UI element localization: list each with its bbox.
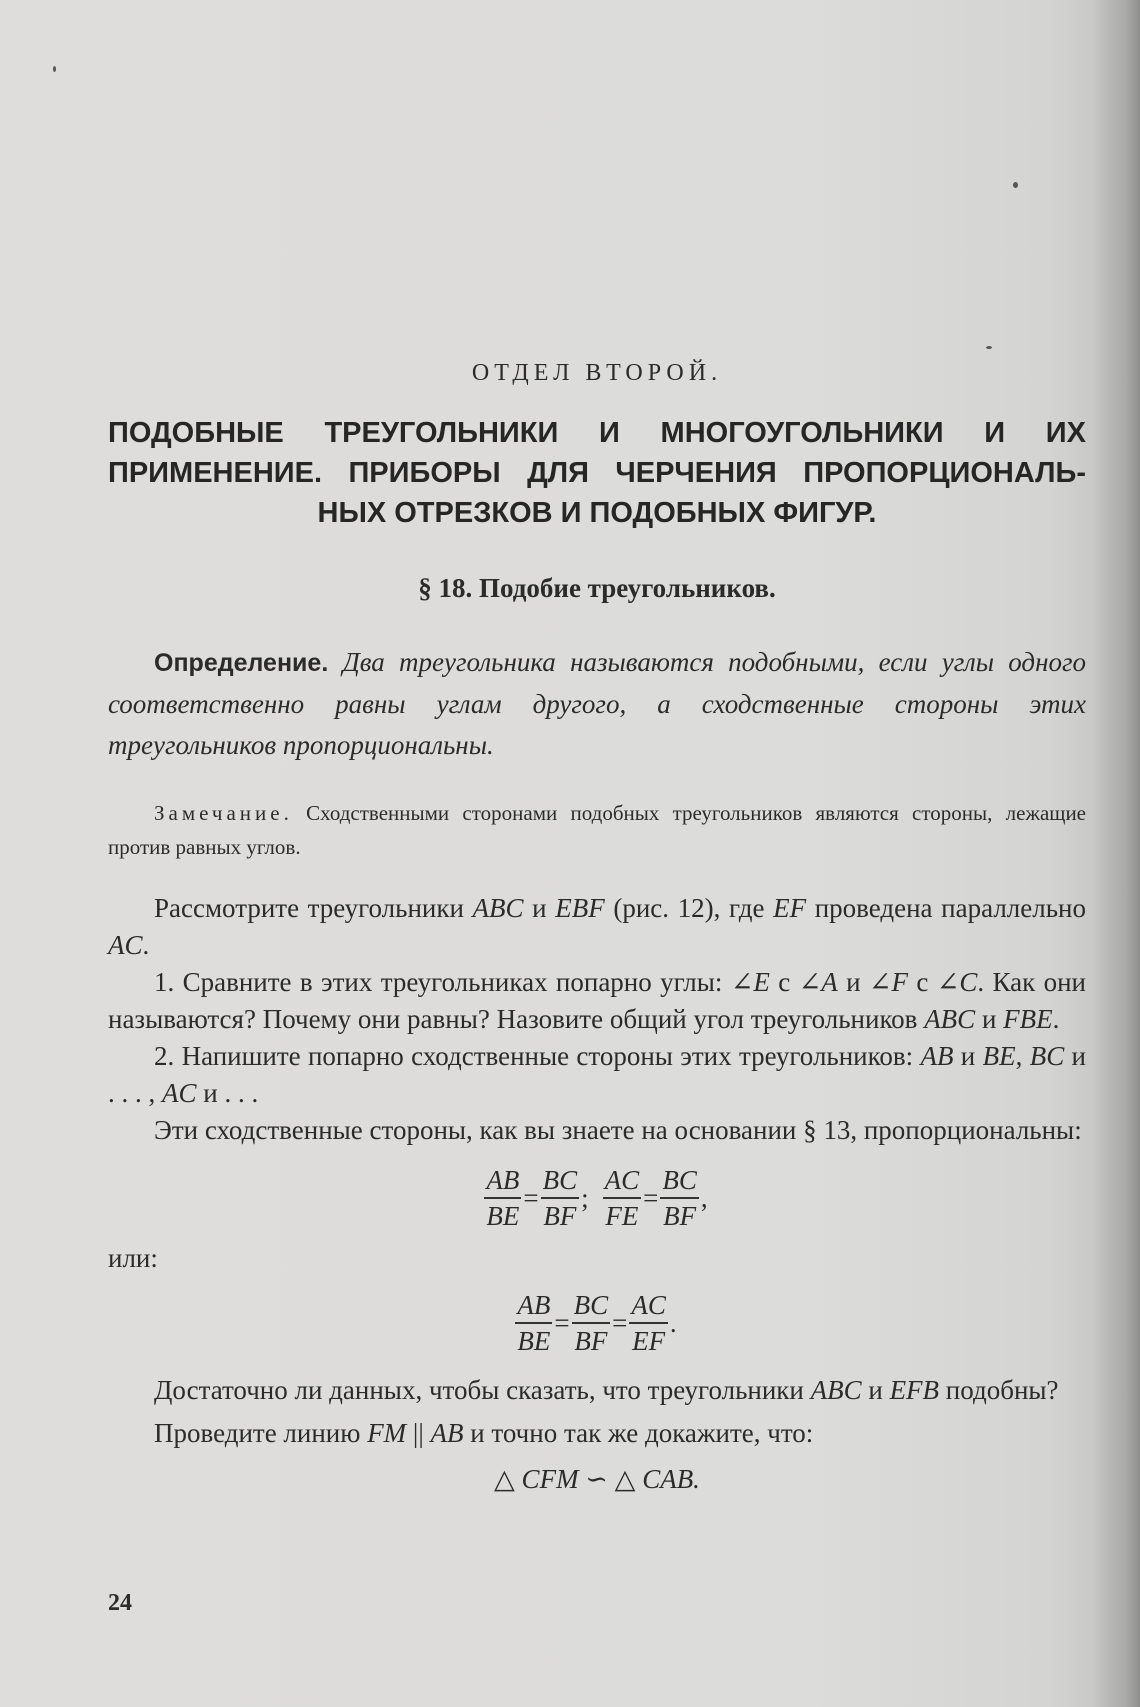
chapter-title-line: НЫХ ОТРЕЗКОВ И ПОДОБНЫХ ФИГУР.	[317, 497, 877, 529]
speck	[1013, 182, 1018, 188]
paragraph: 1. Сравните в этих треугольниках попарно углы: ∠E с ∠A и ∠F с ∠C. Как они называются? Почему они равны? Назовите общий угол треугольников ABC и FBE.	[108, 967, 1087, 1034]
page-number: 24	[108, 1590, 132, 1616]
paragraph: Эти сходственные стороны, как вы знаете на основании § 13, пропорциональны:	[154, 1115, 1082, 1145]
chapter-title-line: ПРИМЕНЕНИЕ. ПРИБОРЫ ДЛЯ ЧЕРЧЕНИЯ ПРОПОРЦИОНАЛЬ-	[108, 457, 1086, 489]
section-title: § 18. Подобие треугольников.	[418, 573, 776, 603]
remark-text: Сходственными сторонами подобных треугольников являются стороны, лежащие против равных углов.	[108, 801, 1087, 859]
definition-body: Два треугольника называются подобными, если углы одного соответственно равны углам другого, а сходственные стороны этих треугольников пропорциональны.	[108, 647, 1087, 760]
chapter-title-line: ПОДОБНЫЕ ТРЕУГОЛЬНИКИ И МНОГОУГОЛЬНИКИ И ИХ	[108, 417, 1086, 449]
fraction: $\frac{BC}{BF}$	[662, 1165, 697, 1231]
definition-term: Определение.	[154, 649, 329, 677]
speck	[53, 66, 56, 72]
paragraph: Рассмотрите треугольники ABC и EBF (рис. 12), где EF проведена параллельно AC.	[108, 893, 1086, 960]
or-label: или:	[108, 1243, 158, 1273]
proportion-formula: $\frac{AB}{BE}$ = $\frac{BC}{BF}$ ; $\frac{AC}{FE}$ = $\frac{BC}{BF}$ ,	[486, 1165, 708, 1231]
fraction: $\frac{AC}{FE}$	[604, 1165, 640, 1231]
fraction: $\frac{AB}{BE}$	[486, 1165, 520, 1231]
similarity-statement: △ CFM ∽ △ CAB.	[494, 1464, 700, 1494]
remark-label: Замечание.	[154, 801, 293, 825]
chapter-title	[108, 413, 1086, 533]
fraction: $\frac{AB}{BE}$	[517, 1290, 551, 1356]
paragraph: 2. Напишите попарно сходственные стороны этих треугольников: AB и BE, BC и . . . , AC и . . .	[108, 1041, 1087, 1108]
speck	[986, 346, 992, 349]
page-content	[108, 360, 1086, 1495]
definition	[108, 642, 1086, 766]
fraction: $\frac{BC}{BF}$	[573, 1290, 609, 1356]
division-heading: ОТДЕЛ ВТОРОЙ.	[471, 360, 723, 386]
page-edge-shadow	[1094, 0, 1140, 1707]
paragraph: Достаточно ли данных, чтобы сказать, что треугольники ABC и EFB подобны?	[154, 1375, 1059, 1405]
paragraph: Проведите линию FM || AB и точно так же докажите, что:	[154, 1418, 814, 1448]
fraction: $\frac{AC}{EF}$	[631, 1290, 666, 1356]
proportion-formula-combined: $\frac{AB}{BE}$ = $\frac{BC}{BF}$ = $\frac{AC}{EF}$ .	[517, 1290, 677, 1356]
remark	[108, 796, 1086, 864]
fraction: $\frac{BC}{BF}$	[542, 1165, 578, 1231]
